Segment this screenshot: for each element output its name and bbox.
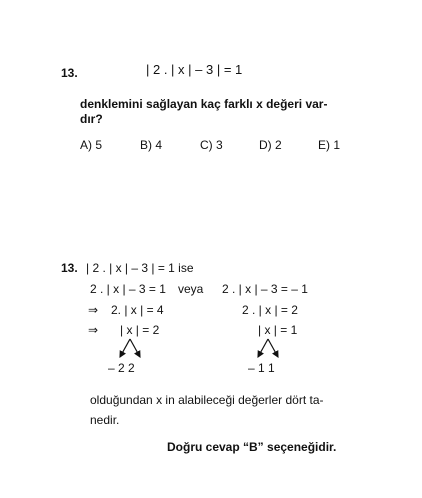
question-text-line1: denklemini sağlayan kaç farklı x değeri var- <box>80 97 328 111</box>
implies-arrow-2: ⇒ <box>88 323 99 337</box>
option-e-value: 1 <box>333 138 341 152</box>
conclusion-line1: olduğundan x in alabileceği değerler dört ta- <box>90 393 324 407</box>
question-text-line2: dır? <box>80 112 103 126</box>
option-c <box>200 138 223 152</box>
right-line3: | x | = 1 <box>258 323 298 337</box>
correct-answer: Doğru cevap “B” seçeneğidir. <box>167 440 337 454</box>
option-d-label: D) <box>259 138 272 152</box>
right-roots: – 1 1 <box>248 361 275 375</box>
option-d <box>259 138 282 152</box>
left-roots: – 2 2 <box>108 361 135 375</box>
right-line1: 2 . | x | – 3 = – 1 <box>222 282 308 296</box>
option-c-value: 3 <box>216 138 223 152</box>
option-c-label: C) <box>200 138 213 152</box>
left-line1: 2 . | x | – 3 = 1 <box>90 282 166 296</box>
option-d-value: 2 <box>275 138 282 152</box>
option-b-value: 4 <box>155 138 163 152</box>
option-b <box>140 138 162 152</box>
option-e-label: E) <box>318 138 330 152</box>
option-a <box>80 138 102 152</box>
option-b-label: B) <box>140 138 152 152</box>
left-line2: 2. | x | = 4 <box>111 303 164 317</box>
question-number: 13. <box>61 66 78 80</box>
solution-number: 13. <box>61 261 78 275</box>
implies-arrow-1: ⇒ <box>88 303 99 317</box>
conclusion <box>90 390 324 430</box>
connector-veya: veya <box>178 282 204 296</box>
question-equation: | 2 . | x | – 3 | = 1 <box>146 62 243 77</box>
option-a-label: A) <box>80 138 92 152</box>
question-text <box>80 97 350 127</box>
option-a-value: 5 <box>95 138 103 152</box>
option-e <box>318 138 340 152</box>
solution-given: | 2 . | x | – 3 | = 1 ise <box>86 261 194 275</box>
conclusion-line2: nedir. <box>90 413 120 427</box>
right-line2: 2 . | x | = 2 <box>242 303 298 317</box>
right-branch-arrows <box>250 337 290 361</box>
left-line3: | x | = 2 <box>120 323 160 337</box>
left-branch-arrows <box>112 337 152 361</box>
